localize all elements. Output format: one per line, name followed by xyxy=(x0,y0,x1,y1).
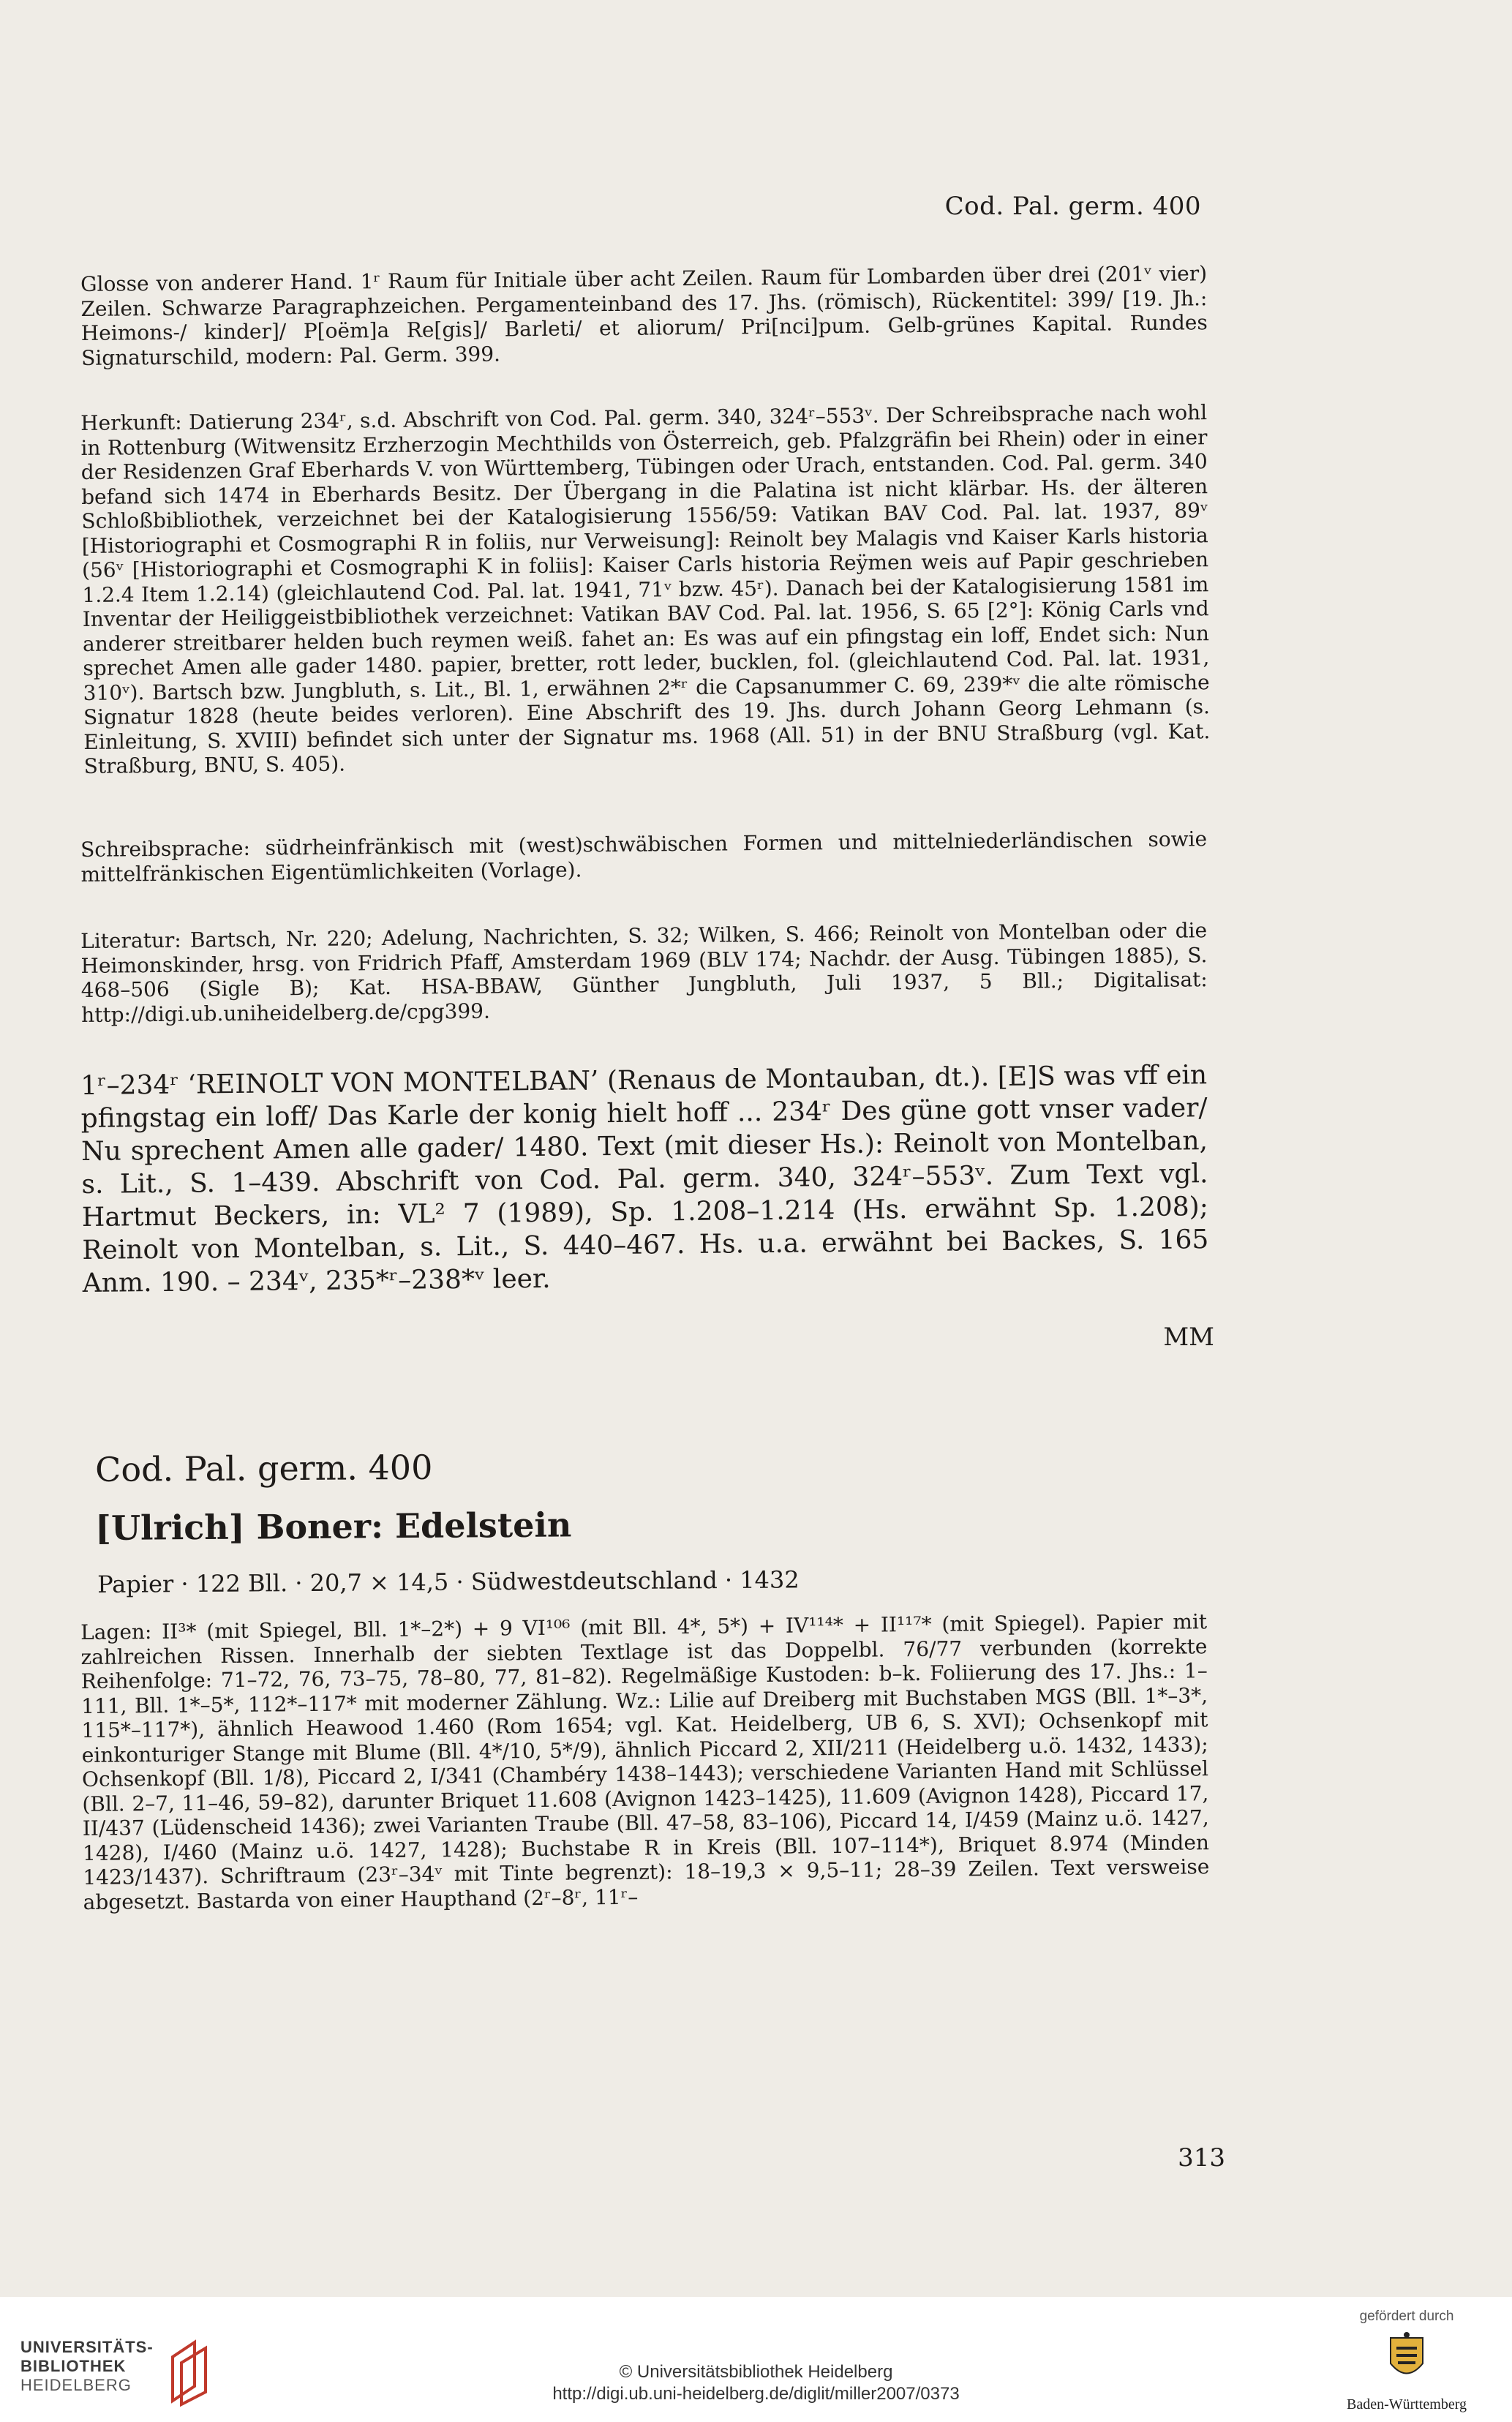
viewer-footer xyxy=(0,2297,1512,2422)
schreibsprache-paragraph xyxy=(80,827,1208,887)
library-name-line2: BIBLIOTHEK xyxy=(20,2357,127,2375)
codex-meta-line: Papier · 122 Bll. · 20,7 × 14,5 · Südwestdeutschland · 1432 xyxy=(97,1565,800,1598)
literatur-paragraph xyxy=(80,918,1208,1027)
sponsor-name: Baden-Württemberg xyxy=(1346,2396,1467,2412)
work-title: [Ulrich] Boner: Edelstein xyxy=(95,1505,572,1548)
content-entry xyxy=(80,1058,1209,1300)
page-number: 313 xyxy=(1178,2143,1225,2173)
content-entry-text: 1ʳ–234ʳ ‘REINOLT VON MONTELBAN’ (Renaus de Montauban, dt.). [E]S was vff ein pfingstag ein loff/ Das Karle der konig hielt hoff ... 234ʳ Des güne gott vnser vader/ Nu sprechent Amen alle gader/ 1480. Text (mit dieser Hs.): Reinolt von Montelban, s. Lit., S. 1–439. Abschrift von Cod. Pal. germ. 340, 324ʳ–553ᵛ. Zum Text vgl. Hartmut Beckers, in: VL² 7 (1989), Sp. 1.208–1.214 (Hs. erwähnt Sp. 1.208); Reinolt von Montelban, s. Lit., S. 440–467. Hs. u.a. erwähnt bei Backes, S. 165 Anm. 190. – 234ᵛ, 235*ʳ–238*ᵛ leer. xyxy=(80,1060,1209,1298)
lagen-paragraph xyxy=(80,1609,1210,1914)
herkunft-paragraph xyxy=(80,400,1211,778)
permalink[interactable]: http://digi.ub.uni-heidelberg.de/diglit/miller2007/0373 xyxy=(552,2384,960,2404)
literatur-text: Literatur: Bartsch, Nr. 220; Adelung, Nachrichten, S. 32; Wilken, S. 466; Reinolt von Montelban oder die Heimonskinder, hrsg. von Fridrich Pfaff, Amsterdam 1969 (BLV 174; Nachdr. der Ausg. Tübingen 1885), S. 468–506 (Sigle B); Kat. HSA-BBAW, Günther Jungbluth, Juli 1937, 5 Bll.; Digitalisat: http://digi.ub.uniheidelberg.de/cpg399. xyxy=(80,918,1208,1027)
schreibsprache-text: Schreibsprache: südrheinfränkisch mit (west)schwäbischen Formen und mittelniederländischen sowie mittelfränkischen Eigentümlichkeiten (Vorlage). xyxy=(80,827,1208,887)
copyright-text: © Universitätsbibliothek Heidelberg xyxy=(619,2362,893,2382)
codex-heading: Cod. Pal. germ. 400 xyxy=(95,1447,433,1489)
herkunft-text: Herkunft: Datierung 234ʳ, s.d. Abschrift von Cod. Pal. germ. 340, 324ʳ–553ᵛ. Der Schreibsprache nach wohl in Rottenburg (Witwensitz Erzherzogin Mechthilds von Österreich, geb. Pfalzgräfin bei Rhein) oder in einer der Residenzen Graf Eberhards V. von Württemberg, Tübingen oder Urach, entstanden. Cod. Pal. germ. 340 befand sich 1474 in Eberhards Besitz. Der Übergang in die Palatina ist nicht klärbar. Hs. der älteren Schloßbibliothek, verzeichnet bei der Katalogisierung 1556/59: Vatikan BAV Cod. Pal. lat. 1937, 89ᵛ [Historiographi et Cosmographi R in foliis, nur Verweisung]: Reinolt bey Malagis vnd Kaiser Karls historia (56ᵛ [Historiographi et Cosmographi K in foliis]: Kaiser Carls historia Reÿmen weis auf Papir geschrieben 1.2.4 Item 1.2.14) (gleichlautend Cod. Pal. lat. 1941, 71ᵛ bzw. 45ʳ). Danach bei der Katalogisierung 1581 im Inventar der Heiliggeistbibliothek verzeichnet: Vatikan BAV Cod. Pal. lat. 1956, S. 65 [2°]: König Carls vnd anderer streitbarer helden buch reymen weiß. fahet an: Es was auf ein pfingstag ein loff, Endet sich: Nun sprechet Amen alle gader 1480. papier, bretter, rott leder, bucklen, fol. (gleichlautend Cod. Pal. lat. 1931, 310ᵛ). Bartsch bzw. Jungbluth, s. Lit., Bl. 1, erwähnen 2*ʳ die Capsanummer C. 69, 239*ᵛ die alte römische Signatur 1828 (heute beides verloren). Eine Abschrift des 19. Jhs. durch Johann Georg Lehmann (s. Einleitung, S. XVIII) befindet sich unter der Signatur ms. 1968 (All. 51) in der BNU Straßburg (vgl. Kat. Straßburg, BNU, S. 405). xyxy=(80,400,1211,778)
library-name-line1: UNIVERSITÄTS- xyxy=(20,2338,154,2356)
state-crest-icon xyxy=(1385,2331,1429,2389)
running-head: Cod. Pal. germ. 400 xyxy=(944,192,1201,221)
glosse-text: Glosse von anderer Hand. 1ʳ Raum für Initiale über acht Zeilen. Raum für Lombarden über drei (201ᵛ vier) Zeilen. Schwarze Paragraphzeichen. Pergamenteinband des 17. Jhs. (römisch), Rückentitel: 399/ [19. Jh.: Heimons-/ kinder]/ P[oëm]a Re[gis]/ Barleti/ et aliorum/ Pri[nci]pum. Gelb-grünes Kapital. Rundes Signaturschild, modern: Pal. Germ. 399. xyxy=(80,261,1208,370)
library-name-line3: HEIDELBERG xyxy=(20,2376,132,2394)
glosse-paragraph xyxy=(80,261,1208,370)
sponsor-label: gefördert durch xyxy=(1359,2309,1454,2324)
copyright-block xyxy=(0,2361,1512,2405)
author-initials: MM xyxy=(1163,1323,1214,1352)
sponsor-block[interactable] xyxy=(1326,2309,1487,2418)
lagen-text: Lagen: II³* (mit Spiegel, Bll. 1*–2*) + 9 VI¹⁰⁶ (mit Bll. 4*, 5*) + IV¹¹⁴* + II¹¹⁷* (mit Spiegel). Papier mit zahlreichen Rissen. Innerhalb der siebten Textlage ist das Doppelbl. 76/77 verbunden (korrekte Reihenfolge: 71–72, 76, 73–75, 78–80, 77, 81–82). Regelmäßige Kustoden: b–k. Foliierung des 17. Jhs.: 1–111, Bll. 1*–5*, 112*–117* mit moderner Zählung. Wz.: Lilie auf Dreiberg mit Buchstaben MGS (Bll. 1*–3*, 115*–117*), ähnlich Heawood 1.460 (Rom 1654; vgl. Kat. Heidelberg, UB 6, S. XVI); Ochsenkopf mit einkonturiger Stange mit Blume (Bll. 4*/10, 5*/9), ähnlich Piccard 2, XII/211 (Heidelberg u.ö. 1432, 1433); Ochsenkopf (Bll. 1/8), Piccard 2, I/341 (Chambéry 1438–1443); verschiedene Varianten Hand mit Schlüssel (Bll. 2–7, 11–46, 59–82), darunter Briquet 11.608 (Avignon 1423–1425), 11.609 (Avignon 1428), Piccard 17, II/437 (Lüdenscheid 1436); zwei Varianten Traube (Bll. 47–58, 83–106), Piccard 14, I/459 (Mainz u.ö. 1427, 1428), I/460 (Mainz u.ö. 1427, 1428); Buchstabe R in Kreis (Bll. 107–114*), Briquet 8.974 (Minden 1423/1437). Schriftraum (23ʳ–34ᵛ mit Tinte begrenzt): 18–19,3 × 9,5–11; 28–39 Zeilen. Text versweise abgesetzt. Bastarda von einer Haupthand (2ʳ–8ʳ, 11ʳ– xyxy=(80,1609,1210,1914)
